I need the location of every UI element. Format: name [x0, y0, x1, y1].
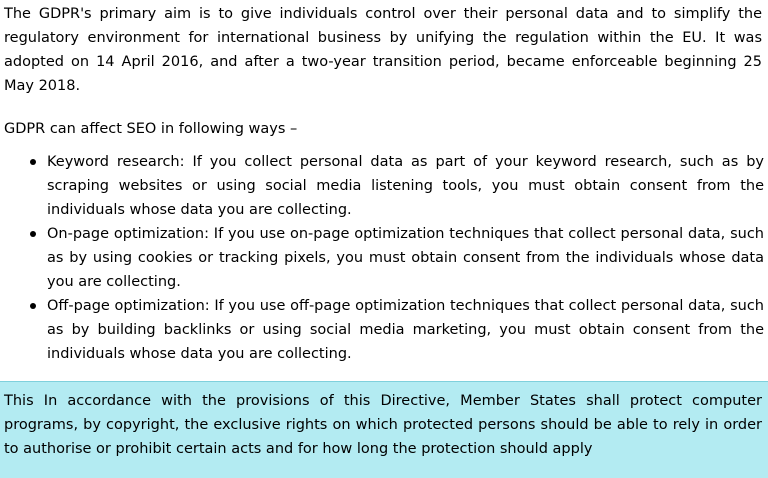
- list-item-keyword-research: Keyword research: If you collect personal data as part of your keyword research, such as by scraping websites or using social media listening tools, you must obtain consent from the individuals whose data you are collecting.: [47, 150, 764, 222]
- intro-paragraph: The GDPR's primary aim is to give individuals control over their personal data and to simplify the regulatory environment for international business by unifying the regulation within the EU. It was adopted on 14 April 2016, and after a two-year transition period, became enforceable beginning 25 May 2018.: [4, 6, 762, 94]
- list-item-on-page-optimization: On-page optimization: If you use on-page optimization techniques that collect personal data, such as by using cookies or tracking pixels, you must obtain consent from the individuals whose data you are collecting.: [47, 222, 764, 294]
- list-item-off-page-optimization: Off-page optimization: If you use off-page optimization techniques that collect personal data, such as by building backlinks or using social media marketing, you must obtain consent from the individuals whose data you are collecting.: [47, 294, 764, 366]
- seo-impact-list: [0, 150, 764, 366]
- highlighted-note-box: This In accordance with the provisions of this Directive, Member States shall protect computer programs, by copyright, the exclusive rights on which protected persons should be able to rely in order to authorise or prohibit certain acts and for how long the protection should apply: [0, 381, 768, 478]
- lead-in-text: GDPR can affect SEO in following ways –: [4, 121, 298, 137]
